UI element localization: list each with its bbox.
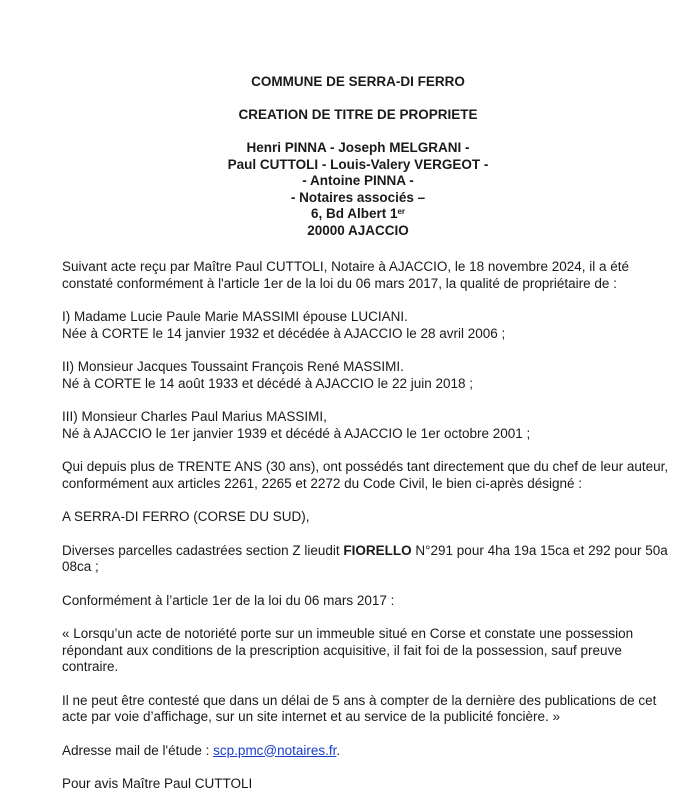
lieudit-name: FIORELLO — [343, 542, 412, 558]
notice-body — [62, 259, 682, 810]
notaries-line: Henri PINNA - Joseph MELGRANI - — [246, 140, 470, 155]
possession-paragraph: Qui depuis plus de TRENTE ANS (30 ans), ont possédés tant directement que du chef de leur auteur, conformément aux articles 2261, 2265 et 2272 du Code Civil, le bien ci-après désigné : — [62, 459, 669, 491]
owner-2-paragraph: II) Monsieur Jacques Toussaint François René MASSIMI. Né à CORTE le 14 août 1933 et décédé à AJACCIO le 22 juin 2018 ; — [62, 359, 474, 391]
notaries-line: Paul CUTTOLI - Louis-Valery VERGEOT - — [227, 156, 489, 172]
signature: Pour avis Maître Paul CUTTOLI — [62, 776, 253, 791]
commune-title: COMMUNE DE SERRA-DI FERRO — [251, 74, 465, 89]
notice-header — [0, 74, 700, 239]
location-paragraph: A SERRA-DI FERRO (CORSE DU SUD), — [62, 509, 310, 524]
address-city: 20000 AJACCIO — [307, 222, 409, 238]
email-link[interactable]: scp.pmc@notaires.fr — [213, 742, 337, 758]
owner-3-paragraph: III) Monsieur Charles Paul Marius MASSIMI, Né à AJACCIO le 1er janvier 1939 et décédé à AJACCIO le 1er octobre 2001 ; — [62, 409, 531, 441]
notaries-block — [16, 140, 700, 239]
article-reference: Conformément à l’article 1er de la loi du 06 mars 2017 : — [62, 592, 395, 608]
intro-paragraph: Suivant acte reçu par Maître Paul CUTTOLI, Notaire à AJACCIO, le 18 novembre 2024, il a été constaté conformément à l'article 1er de la loi du 06 mars 2017, la qualité de propriétaire de : — [62, 259, 630, 291]
email-paragraph: Adresse mail de l'étude : scp.pmc@notaires.fr. — [62, 742, 341, 758]
notaries-line: - Notaires associés – — [290, 189, 426, 205]
address-street: 6, Bd Albert 1er — [310, 206, 406, 221]
notice-title: CREATION DE TITRE DE PROPRIETE — [238, 107, 478, 122]
notaries-line: - Antoine PINNA - — [302, 173, 414, 188]
quote-paragraph-1: « Lorsqu’un acte de notoriété porte sur un immeuble situé en Corse et constate une possession répondant aux conditions de la prescription acquisitive, il fait foi de la possession, sauf preuve contraire. — [62, 626, 634, 674]
quote-paragraph-2: Il ne peut être contesté que dans un délai de 5 ans à compter de la dernière des publications de cet acte par voie d’affichage, sur un site internet et au service de la publicité foncière. » — [62, 692, 657, 724]
owner-1-paragraph: I) Madame Lucie Paule Marie MASSIMI épouse LUCIANI. Née à CORTE le 14 janvier 1932 et décédée à AJACCIO le 28 avril 2006 ; — [62, 309, 506, 341]
parcels-paragraph: Diverses parcelles cadastrées section Z lieudit FIORELLO N°291 pour 4ha 19a 15ca et 292 pour 50a 08ca ; — [62, 542, 668, 574]
